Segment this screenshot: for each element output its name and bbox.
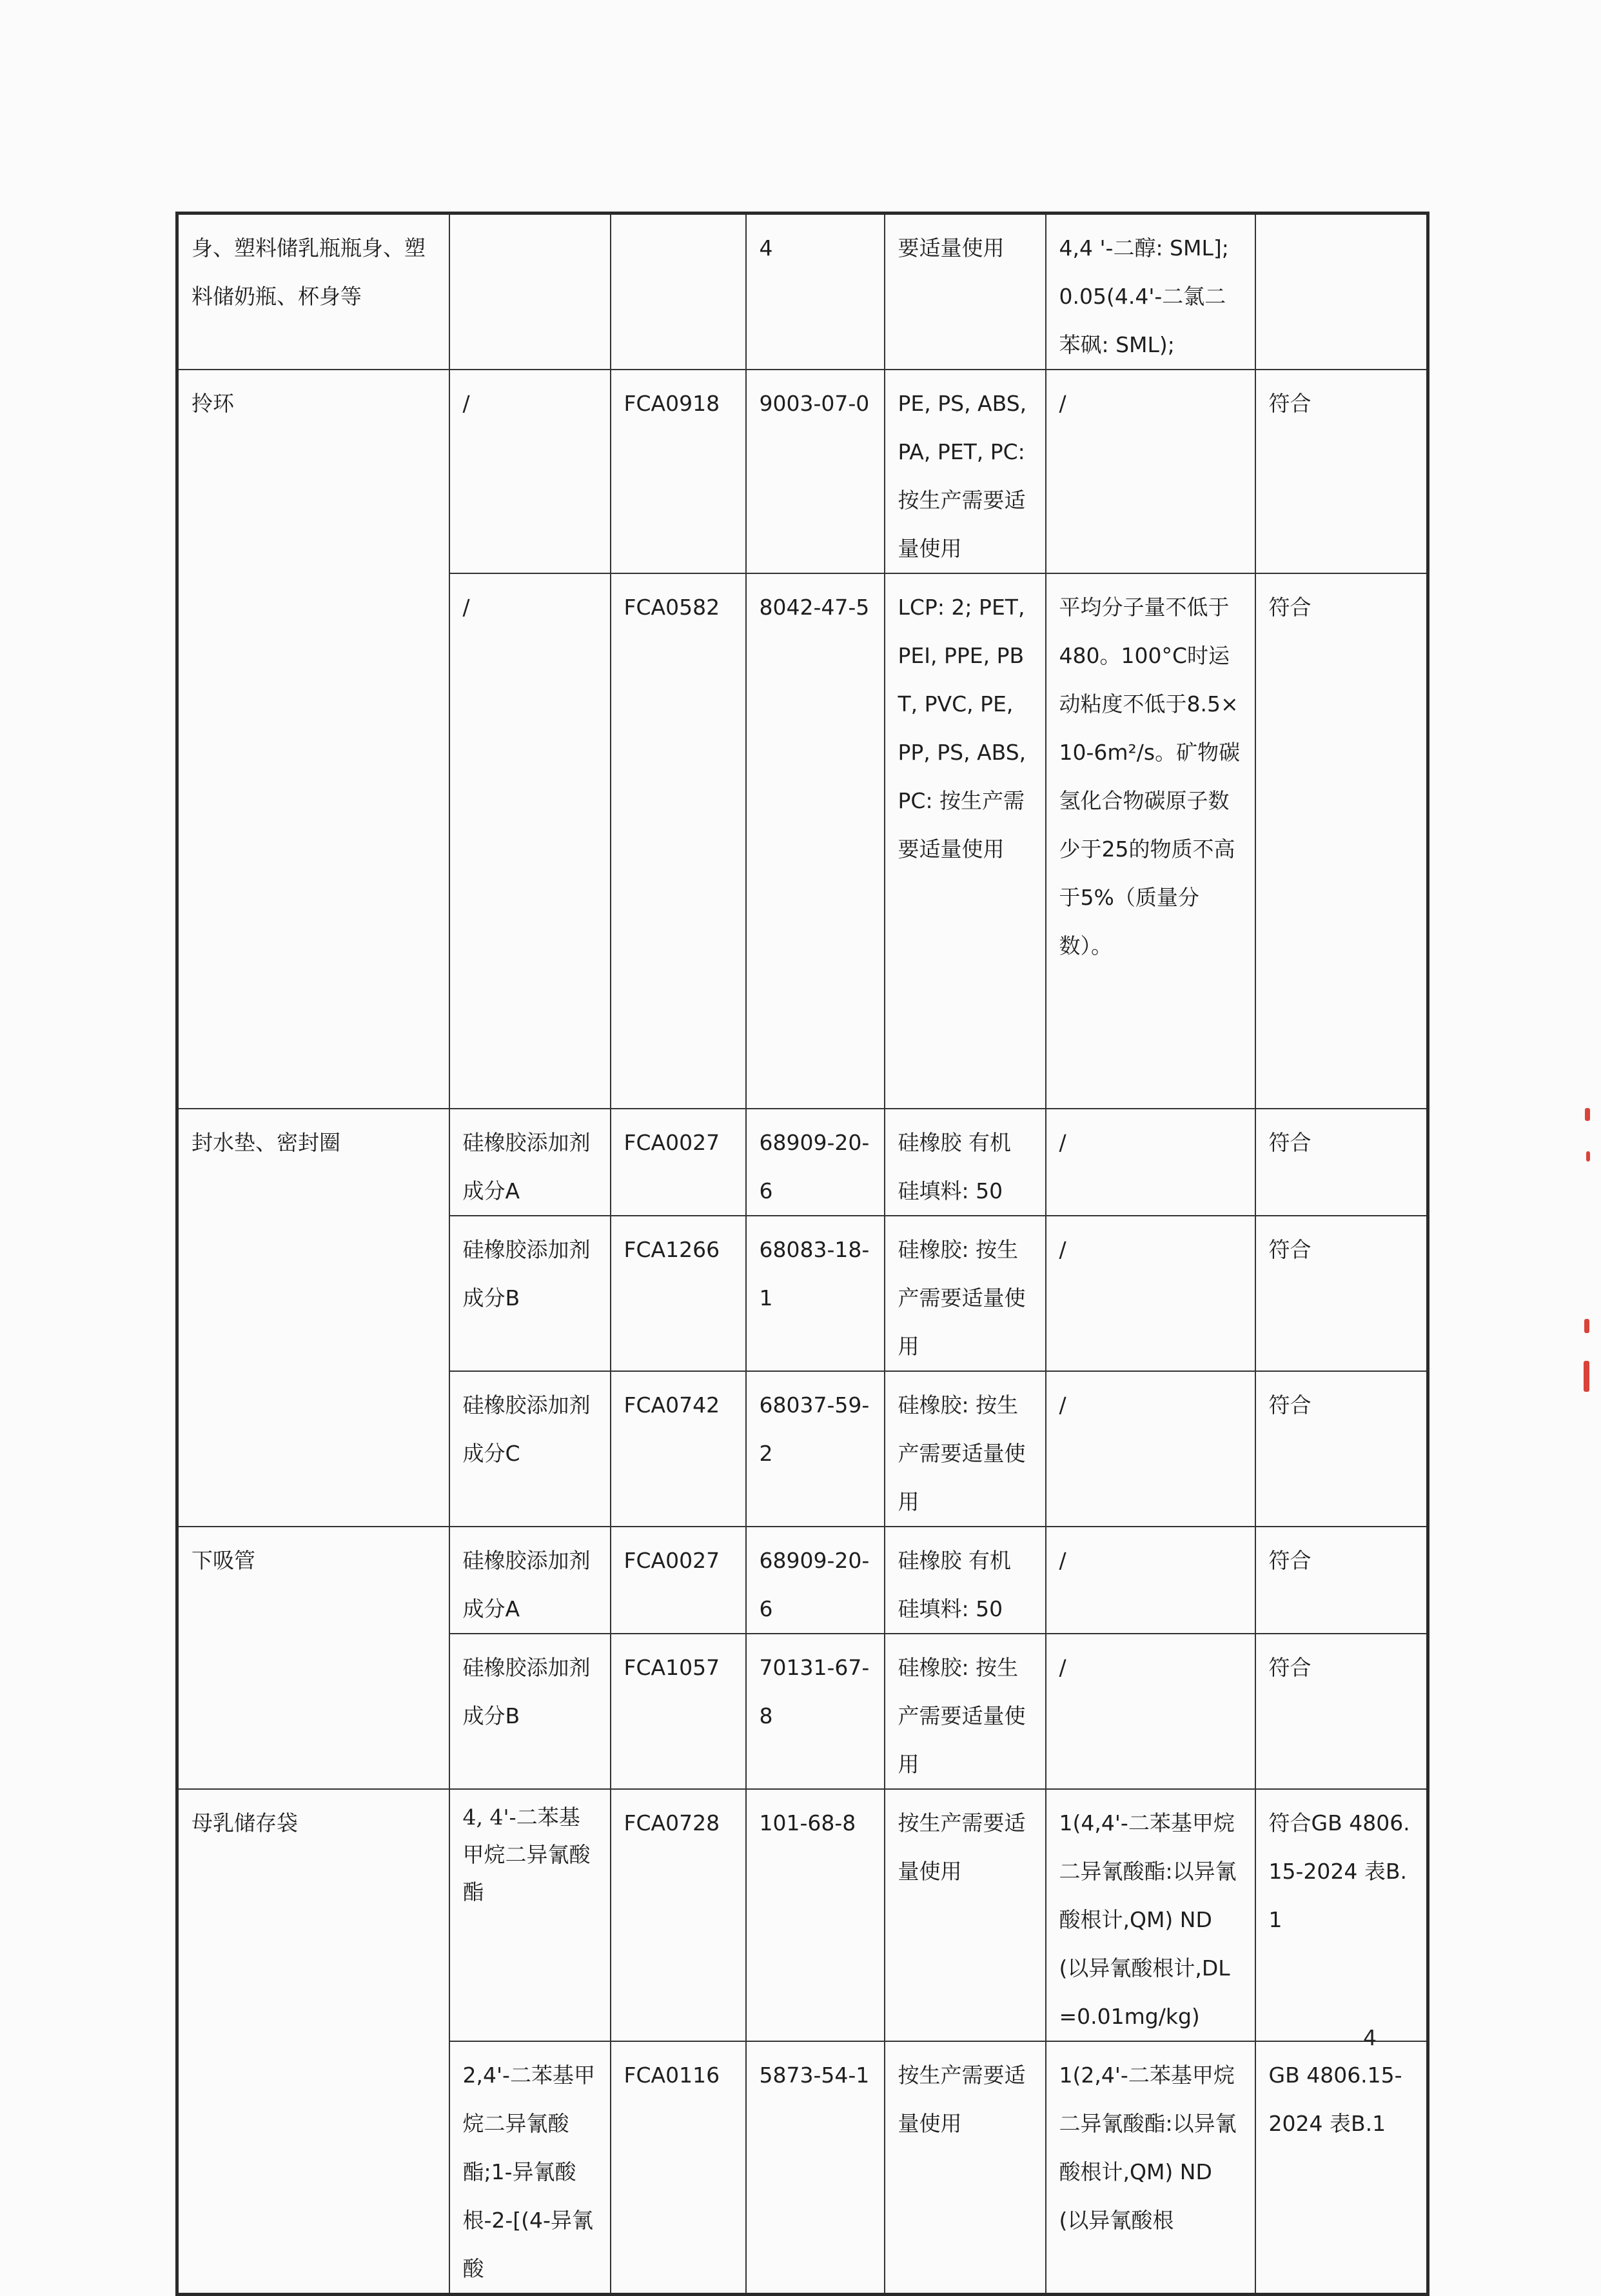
migration-limit-cell: / xyxy=(1046,1216,1255,1371)
migration-limit-cell: / xyxy=(1046,1371,1255,1527)
fca-code-cell xyxy=(611,213,746,370)
substance-name-cell xyxy=(449,213,611,370)
fca-code-cell: FCA0027 xyxy=(611,1109,746,1216)
cas-number-cell: 9003-07-0 xyxy=(746,370,885,573)
usage-limit-cell: 要适量使用 xyxy=(885,213,1046,370)
migration-limit-cell: 1(2,4'-二苯基甲烷二异氰酸酯:以异氰酸根计,QM) ND(以异氰酸根 xyxy=(1046,2041,1255,2295)
fca-code-cell: FCA0027 xyxy=(611,1527,746,1634)
fca-code-cell: FCA1057 xyxy=(611,1634,746,1789)
migration-limit-cell: / xyxy=(1046,370,1255,573)
cas-number-cell: 70131-67-8 xyxy=(746,1634,885,1789)
cas-number-cell: 68083-18-1 xyxy=(746,1216,885,1371)
seal-fragment xyxy=(1586,1151,1590,1162)
component-cell: 母乳储存袋 xyxy=(177,1789,449,2295)
cas-number-cell: 5873-54-1 xyxy=(746,2041,885,2295)
component-cell: 下吸管 xyxy=(177,1527,449,1789)
component-cell: 身、塑料储乳瓶瓶身、塑料储奶瓶、杯身等 xyxy=(177,213,449,370)
table-row xyxy=(177,1527,1428,1634)
migration-limit-cell: / xyxy=(1046,1109,1255,1216)
component-cell: 拎环 xyxy=(177,370,449,1109)
conclusion-cell: 符合 xyxy=(1255,573,1428,1109)
conclusion-cell: 符合 xyxy=(1255,1109,1428,1216)
usage-limit-cell: 硅橡胶: 按生产需要适量使用 xyxy=(885,1216,1046,1371)
component-cell: 封水垫、密封圈 xyxy=(177,1109,449,1527)
conclusion-cell: 符合 xyxy=(1255,1527,1428,1634)
cas-number-cell: 68909-20-6 xyxy=(746,1109,885,1216)
conclusion-cell: GB 4806.15-2024 表B.1 xyxy=(1255,2041,1428,2295)
substance-name-cell: 4, 4'-二苯基甲烷二异氰酸酯 xyxy=(449,1789,611,2041)
usage-limit-cell: 硅橡胶: 按生产需要适量使用 xyxy=(885,1634,1046,1789)
page-number: 4 xyxy=(1363,2025,1377,2050)
substance-name-cell: 硅橡胶添加剂成分A xyxy=(449,1109,611,1216)
conclusion-cell: 符合 xyxy=(1255,1216,1428,1371)
conclusion-cell: 符合 xyxy=(1255,370,1428,573)
usage-limit-cell: 硅橡胶 有机硅填料: 50 xyxy=(885,1109,1046,1216)
seal-fragment xyxy=(1584,1319,1589,1333)
migration-limit-cell: / xyxy=(1046,1527,1255,1634)
fca-code-cell: FCA0728 xyxy=(611,1789,746,2041)
conclusion-cell: 符合 xyxy=(1255,1634,1428,1789)
table-row xyxy=(177,1789,1428,2041)
usage-limit-cell: 硅橡胶: 按生产需要适量使用 xyxy=(885,1371,1046,1527)
usage-limit-cell: 按生产需要适量使用 xyxy=(885,2041,1046,2295)
substance-name-cell: 硅橡胶添加剂成分C xyxy=(449,1371,611,1527)
table-row xyxy=(177,1109,1428,1216)
cas-number-cell: 8042-47-5 xyxy=(746,573,885,1109)
substance-name-cell: 硅橡胶添加剂成分B xyxy=(449,1216,611,1371)
conclusion-cell: 符合 xyxy=(1255,1371,1428,1527)
table-row xyxy=(177,370,1428,573)
usage-limit-cell: LCP: 2; PET, PEI, PPE, PBT, PVC, PE, PP, PS, ABS, PC: 按生产需要适量使用 xyxy=(885,573,1046,1109)
fca-code-cell: FCA0116 xyxy=(611,2041,746,2295)
cas-number-cell: 68909-20-6 xyxy=(746,1527,885,1634)
fca-code-cell: FCA0918 xyxy=(611,370,746,573)
fca-code-cell: FCA1266 xyxy=(611,1216,746,1371)
table-row xyxy=(177,213,1428,370)
usage-limit-cell: 硅橡胶 有机硅填料: 50 xyxy=(885,1527,1046,1634)
cas-number-cell: 101-68-8 xyxy=(746,1789,885,2041)
migration-limit-cell: 平均分子量不低于480。100°C时运动粘度不低于8.5×10-6m²/s。矿物碳氢化合物碳原子数少于25的物质不高于5%（质量分数）。 xyxy=(1046,573,1255,1109)
substance-name-cell: / xyxy=(449,370,611,573)
migration-limit-cell: / xyxy=(1046,1634,1255,1789)
material-compliance-table xyxy=(175,212,1429,2296)
substance-name-cell: 硅橡胶添加剂成分B xyxy=(449,1634,611,1789)
conclusion-cell: 符合GB 4806.15-2024 表B.1 xyxy=(1255,1789,1428,2041)
usage-limit-cell: PE, PS, ABS, PA, PET, PC: 按生产需要适量使用 xyxy=(885,370,1046,573)
usage-limit-cell: 按生产需要适量使用 xyxy=(885,1789,1046,2041)
cas-number-cell: 4 xyxy=(746,213,885,370)
seal-fragment xyxy=(1584,1361,1589,1392)
substance-name-cell: / xyxy=(449,573,611,1109)
seal-fragment xyxy=(1585,1108,1590,1121)
fca-code-cell: FCA0582 xyxy=(611,573,746,1109)
conclusion-cell xyxy=(1255,213,1428,370)
migration-limit-cell: 4,4 '-二醇: SML]; 0.05(4.4'-二氯二苯砜: SML); xyxy=(1046,213,1255,370)
substance-name-cell: 2,4'-二苯基甲烷二异氰酸酯;1-异氰酸根-2-[(4-异氰酸 xyxy=(449,2041,611,2295)
fca-code-cell: FCA0742 xyxy=(611,1371,746,1527)
cas-number-cell: 68037-59-2 xyxy=(746,1371,885,1527)
substance-name-cell: 硅橡胶添加剂成分A xyxy=(449,1527,611,1634)
migration-limit-cell: 1(4,4'-二苯基甲烷二异氰酸酯:以异氰酸根计,QM) ND(以异氰酸根计,DL=0.01mg/kg) xyxy=(1046,1789,1255,2041)
